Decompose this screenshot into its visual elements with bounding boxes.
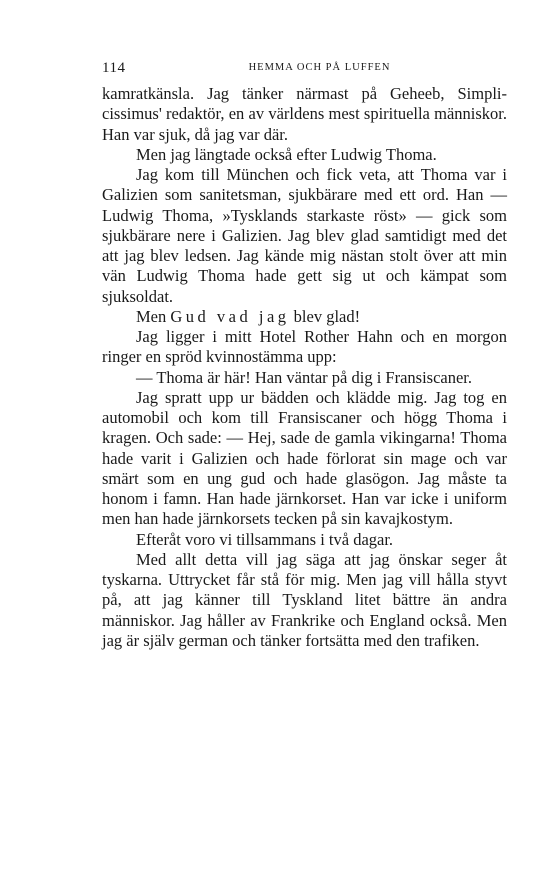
paragraph: Jag spratt upp ur bädden och klädde mig. Jag tog en automobil och kom till Fransiscaner och högg Thoma i kragen. Och sade: — Hej, sade de gamla vikingarna! Thoma hade varit i Galizien och hade förlorat sin mage och var smärt som en ung gud och hade glasögon. Jag måste ta honom i famn. Han hade järnkorset. Han var icke i uniform men han hade järnkorsets tecken på sin kavajkostym. [102,387,507,529]
paragraph-text: blev glad! [289,306,361,326]
body-text [102,84,507,651]
paragraph: Jag ligger i mitt Hotel Rother Hahn och en morgon ringer en spröd kvinnostämma upp: [102,327,507,367]
paragraph: Men jag längtade också efter Ludwig Thoma. [136,144,437,164]
paragraph-spaced-emphasis [102,307,507,327]
paragraph-text: Men [136,306,171,326]
running-head: HEMMA OCH PÅ LUFFEN [248,62,391,73]
paragraph: Jag kom till München och fick veta, att Thoma var i Galizien som sanitetsman, sjukbärare med ett ord. Han — Ludwig Thoma, »Tysklands starkaste röst» — gick som sjukbärare nere i Galizien. Jag blev glad samtidigt med det att jag blev ledsen. Jag kände mig nästan stolt över att min vän Ludwig Thoma hade gett sig ut och kämpat som sjuksoldat. [102,165,507,306]
spaced-emphasis: Gud vad jag [170,306,290,326]
paragraph-dialogue: — Thoma är här! Han väntar på dig i Fransiscaner. [136,367,473,387]
paragraph: Med allt detta vill jag säga att jag önskar seger åt tyskarna. Uttrycket får stå för mig. Men jag vill hålla styvt på, att jag känner till Tyskland litet bättre än andra människor. Jag håller av Frankrike och England också. Men jag är själv german och tänker fortsätta med den trafiken. [102,549,507,650]
page-number: 114 [102,60,126,76]
page-header [102,60,507,80]
paragraph-continuation: kamratkänsla. Jag tänker närmast på Geheeb, Simplicissimus' redaktör, en av världens mest spirituella människor. Han var sjuk, då jag var där. [102,84,507,144]
paragraph: Efteråt voro vi tillsammans i två dagar. [136,529,394,549]
